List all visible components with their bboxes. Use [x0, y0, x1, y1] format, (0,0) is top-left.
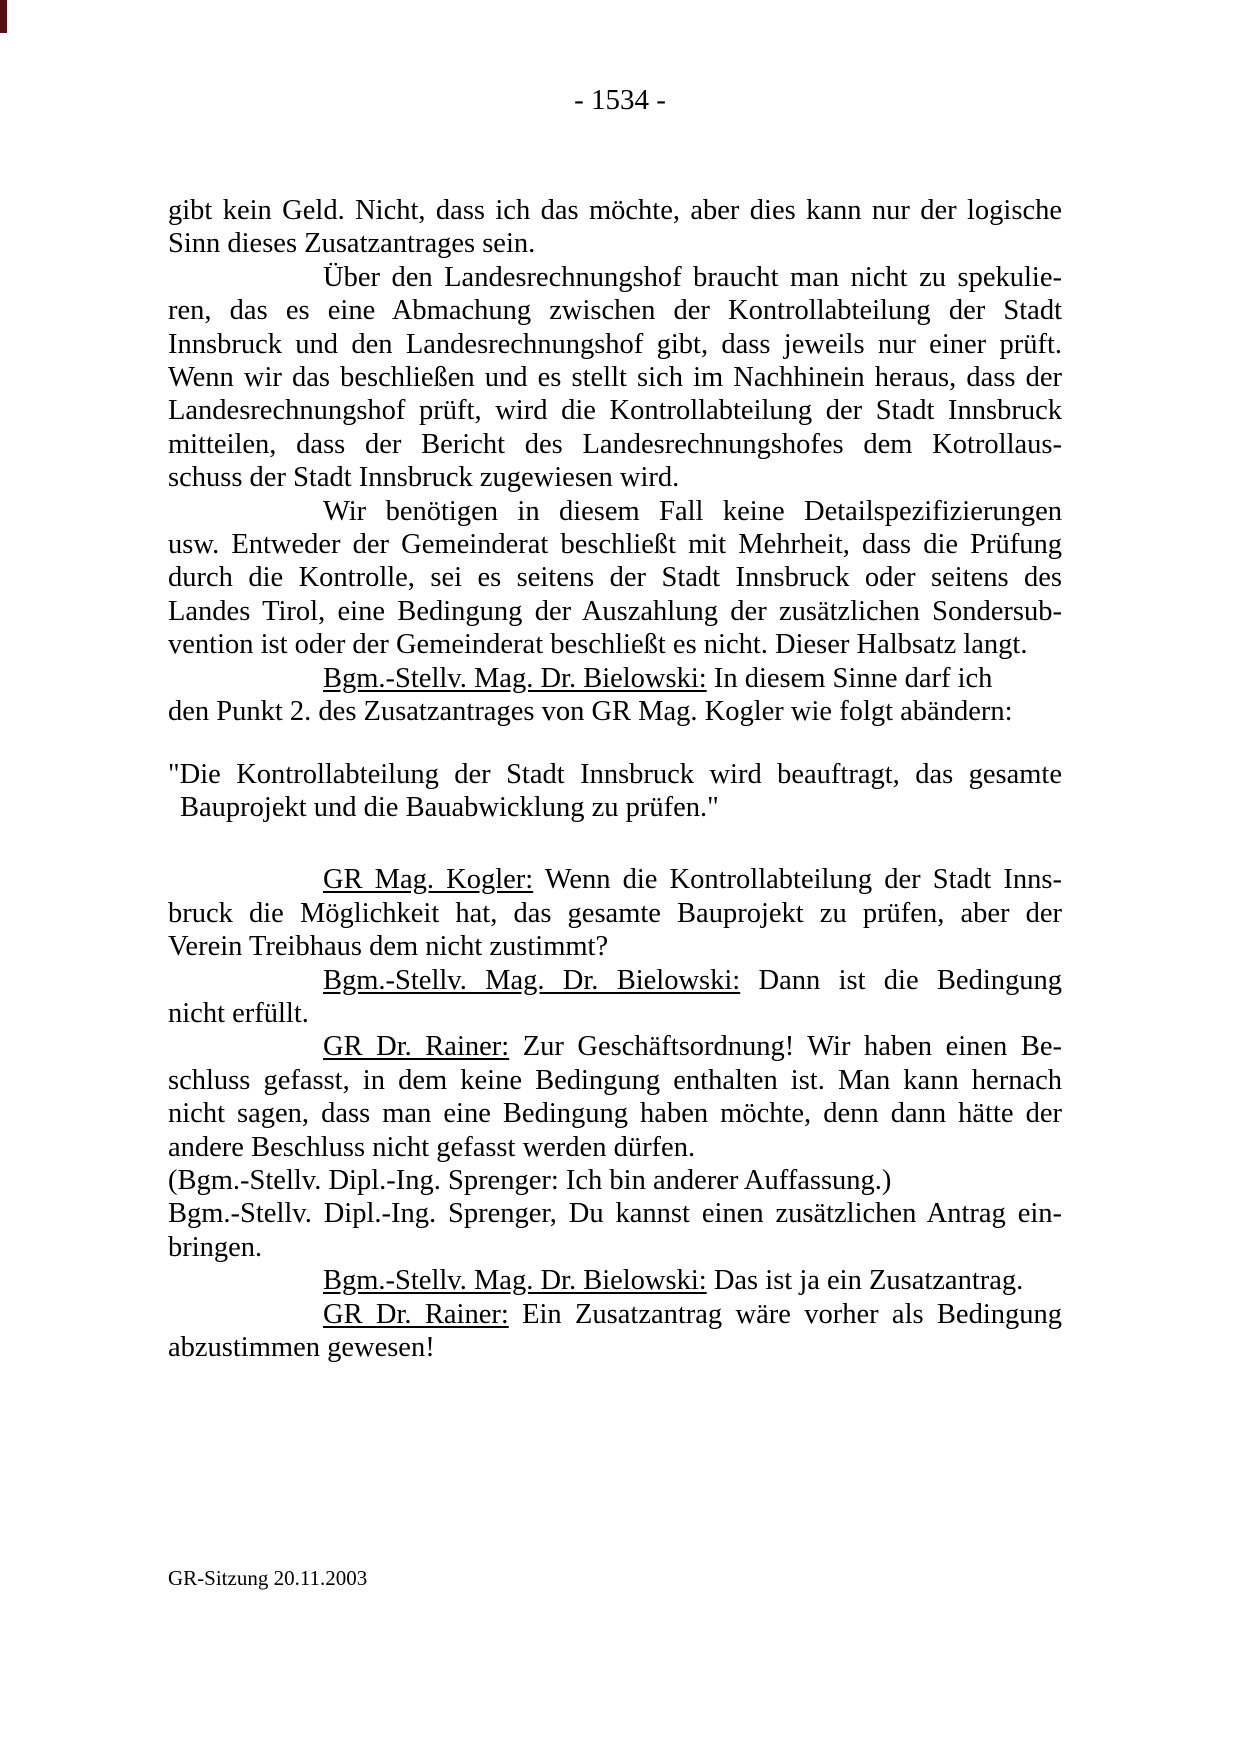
text-line — [168, 997, 1062, 1030]
line-text: abzustimmen gewesen! — [168, 1332, 435, 1363]
text-line — [168, 695, 1062, 728]
text-line — [168, 1331, 1062, 1364]
text-line — [168, 428, 1062, 461]
line-text: Wir benötigen in diesem Fall keine Detailspezifizierungen — [323, 495, 1062, 527]
line-text: bringen. — [168, 1231, 263, 1263]
page-number: - 1534 - — [574, 84, 666, 116]
text-line — [168, 294, 1062, 327]
text-line — [168, 328, 1062, 361]
text-line — [168, 897, 1062, 930]
scan-artifact — [0, 0, 7, 33]
line-text: Verein Treibhaus dem nicht zustimmt? — [168, 931, 609, 963]
line-text: Bgm.-Stellv. Dipl.-Ing. Sprenger, Du kannst einen zusätzlichen Antrag ein- — [168, 1198, 1062, 1230]
text-line — [168, 194, 1062, 227]
line-text: "Die Kontrollabteilung der Stadt Innsbruck wird beauftragt, das gesamte — [168, 758, 1062, 790]
line-text: andere Beschluss nicht gefasst werden dürfen. — [168, 1131, 696, 1163]
text-line — [168, 595, 1062, 628]
text-line — [168, 628, 1062, 661]
line-text: den Punkt 2. des Zusatzantrages von GR Mag. Kogler wie folgt abändern: — [168, 696, 1013, 728]
line-text: vention ist oder der Gemeinderat beschließt es nicht. Dieser Halbsatz langt. — [168, 629, 1028, 661]
line-text: gibt kein Geld. Nicht, dass ich das möchte, aber dies kann nur der logische — [168, 195, 1062, 226]
speaker-name: Bgm.-Stellv. Mag. Dr. Bielowski: — [323, 964, 741, 996]
text-line — [168, 930, 1062, 963]
text-line — [168, 791, 1062, 824]
text-line — [168, 261, 1062, 294]
speaker-name: Bgm.-Stellv. Mag. Dr. Bielowski: — [323, 1265, 707, 1297]
line-text: Wenn wir das beschließen und es stellt sich im Nachhinein heraus, dass der — [168, 362, 1062, 394]
text-line — [168, 1097, 1062, 1130]
text-line — [168, 361, 1062, 394]
text-line — [168, 1131, 1062, 1164]
text-line — [168, 758, 1062, 791]
text-line — [168, 561, 1062, 594]
text-line — [168, 1064, 1062, 1097]
line-text: nicht erfüllt. — [168, 997, 309, 1029]
text-line — [168, 227, 1062, 260]
text-line — [168, 662, 1062, 695]
line-text: Sinn dieses Zusatzantrages sein. — [168, 228, 536, 260]
line-text: Bauprojekt und die Bauabwicklung zu prüfen." — [180, 791, 719, 823]
line-text: (Bgm.-Stellv. Dipl.-Ing. Sprenger: Ich bin anderer Auffassung.) — [168, 1164, 892, 1196]
line-text: mitteilen, dass der Bericht des Landesrechnungshofes dem Kotrollaus- — [168, 428, 1062, 460]
line-text: Landesrechnungshof prüft, wird die Kontrollabteilung der Stadt Innsbruck — [168, 395, 1062, 427]
speaker-name: GR Mag. Kogler: — [323, 864, 534, 896]
text-line — [168, 1164, 1062, 1197]
line-text: usw. Entweder der Gemeinderat beschließt mit Mehrheit, dass die Prüfung — [168, 529, 1062, 561]
text-line — [168, 964, 1062, 997]
text-line — [168, 394, 1062, 427]
line-text: durch die Kontrolle, sei es seitens der Stadt Innsbruck oder seitens des — [168, 562, 1062, 594]
line-text: Ein Zusatzantrag wäre vorher als Bedingung — [508, 1298, 1062, 1330]
line-text: schuss der Stadt Innsbruck zugewiesen wird. — [168, 462, 680, 494]
speaker-name: GR Dr. Rainer: — [323, 1031, 510, 1063]
line-text: Wenn die Kontrollabteilung der Stadt Inns- — [533, 864, 1062, 896]
text-line — [168, 1264, 1062, 1297]
page-footer: GR-Sitzung 20.11.2003 — [168, 1566, 368, 1590]
text-line — [168, 1231, 1062, 1264]
text-line — [168, 1030, 1062, 1063]
text-line — [168, 461, 1062, 494]
speaker-name: GR Dr. Rainer: — [323, 1298, 509, 1330]
line-text: In diesem Sinne darf ich — [706, 662, 993, 694]
line-text: Das ist ja ein Zusatzantrag. — [706, 1265, 1024, 1297]
line-text: Landes Tirol, eine Bedingung der Auszahlung der zusätzlichen Sondersub- — [168, 595, 1062, 627]
line-text: Über den Landesrechnungshof braucht man nicht zu spekulie- — [323, 261, 1062, 293]
text-line — [168, 528, 1062, 561]
document-body — [168, 194, 1062, 1364]
line-text: bruck die Möglichkeit hat, das gesamte Bauprojekt zu prüfen, aber der — [168, 897, 1062, 929]
line-text: Zur Geschäftsordnung! Wir haben einen Be- — [509, 1031, 1062, 1063]
line-text: schluss gefasst, in dem keine Bedingung enthalten ist. Man kann hernach — [168, 1064, 1062, 1096]
speaker-name: Bgm.-Stellv. Mag. Dr. Bielowski: — [323, 662, 707, 694]
line-text: ren, das es eine Abmachung zwischen der Kontrollabteilung der Stadt — [168, 295, 1062, 327]
text-line — [168, 863, 1062, 896]
line-text: Dann ist die Bedingung — [740, 964, 1062, 996]
text-line — [168, 1197, 1062, 1230]
text-line — [168, 1298, 1062, 1331]
line-text: nicht sagen, dass man eine Bedingung haben möchte, denn dann hätte der — [168, 1098, 1062, 1130]
text-line — [168, 495, 1062, 528]
line-text: Innsbruck und den Landesrechnungshof gibt, dass jeweils nur einer prüft. — [168, 328, 1062, 360]
